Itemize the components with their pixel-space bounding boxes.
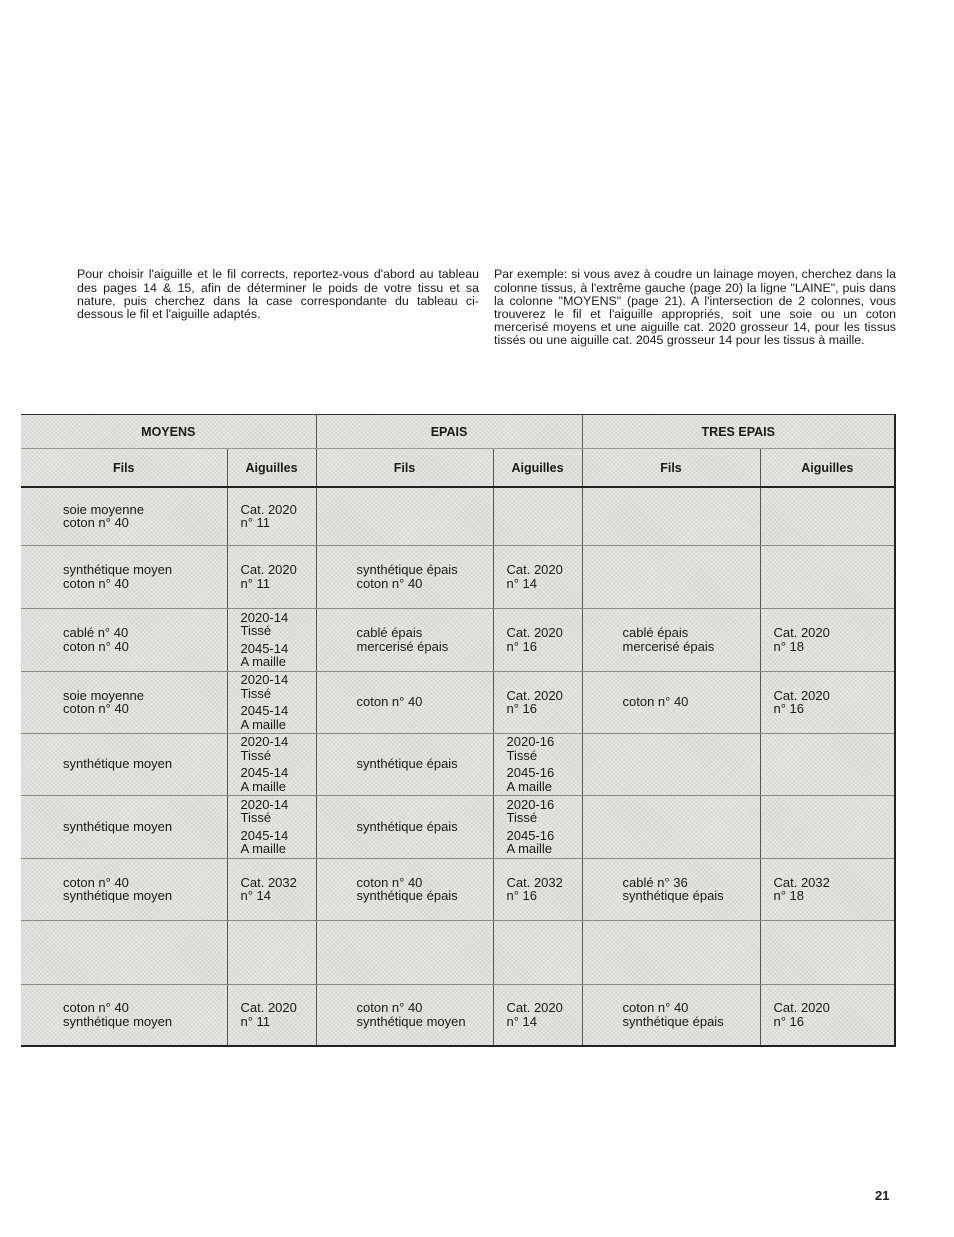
cell-fils <box>582 545 760 608</box>
cell-text: Tissé <box>240 623 272 638</box>
cell-fils <box>21 608 227 671</box>
cell-aiguilles <box>493 545 582 608</box>
cell-fils <box>582 671 760 733</box>
group-header-moyens: MOYENS <box>21 415 316 449</box>
cell-text: coton n° 40 <box>356 575 423 591</box>
cell-aiguilles <box>760 858 895 920</box>
cell-text: 2020-16 <box>506 796 555 812</box>
cell-text: synthétique moyen <box>356 1013 466 1029</box>
cell-text: 2045-14 <box>240 765 289 780</box>
cell-text: n° 16 <box>773 1013 805 1029</box>
cell-fils <box>21 545 227 608</box>
cell-text: synthétique épais <box>356 756 458 772</box>
cell-text: synthétique moyen <box>63 1013 173 1029</box>
cell-text: Tissé <box>240 810 272 825</box>
cell-text: 2020-14 <box>240 796 289 812</box>
cell-text: coton n° 40 <box>622 694 689 710</box>
cell-fils <box>316 608 493 671</box>
cell-text: Cat. 2020 <box>506 1000 563 1016</box>
cell-text: Cat. 2032 <box>506 874 563 890</box>
cell-text: Cat. 2020 <box>240 562 297 577</box>
cell-fils <box>316 795 493 858</box>
cell-fils <box>21 795 227 858</box>
cell-text: A maille <box>240 654 287 669</box>
cell-aiguilles <box>227 545 316 608</box>
column-header-aiguilles: Aiguilles <box>760 449 895 488</box>
cell-aiguilles <box>227 920 316 984</box>
cell-text: coton n° 40 <box>622 1000 689 1016</box>
cell-text: coton n° 40 <box>63 515 129 531</box>
cell-text: n° 16 <box>506 701 538 716</box>
table-row <box>21 487 895 545</box>
cell-text: Cat. 2032 <box>240 874 297 890</box>
cell-text: 2045-16 <box>506 765 555 780</box>
cell-aiguilles <box>760 920 895 984</box>
cell-fils <box>316 671 493 733</box>
cell-aiguilles <box>760 671 895 733</box>
cell-text: Tissé <box>506 810 538 825</box>
cell-text: Tissé <box>506 747 538 763</box>
cell-text: synthétique moyen <box>63 818 173 834</box>
cell-fils <box>316 487 493 545</box>
cell-aiguilles <box>760 795 895 858</box>
cell-aiguilles <box>227 733 316 795</box>
cell-aiguilles <box>493 858 582 920</box>
cell-aiguilles <box>493 487 582 545</box>
table-row <box>21 608 895 671</box>
cell-fils <box>582 858 760 920</box>
cell-text: synthétique épais <box>622 888 724 903</box>
cell-aiguilles <box>493 920 582 984</box>
cell-text: Cat. 2020 <box>506 687 563 703</box>
cell-text: Cat. 2020 <box>240 501 297 517</box>
cell-text: n° 18 <box>773 638 805 654</box>
cell-text: n° 18 <box>773 888 805 903</box>
column-header-row <box>21 449 895 488</box>
intro-paragraph-right: Par exemple: si vous avez à coudre un lainage moyen, cherchez dans la colonne tissus, à l'extrême gauche (page 20) la ligne "LAINE", puis dans la colonne "MOYENS" (page 21). A l'intersection de 2 colonnes, vous trouverez le fil et l'aiguille appropriés, soit une soie ou un coton mercerisé moyens et une aiguille cat. 2020 grosseur 14, pour les tissus tissés ou une aiguille cat. 2045 grosseur 14 pour les tissus à maille. <box>494 267 896 348</box>
cell-aiguilles <box>493 984 582 1046</box>
cell-text: A maille <box>240 716 287 732</box>
page-number: 21 <box>875 1188 890 1203</box>
cell-aiguilles <box>227 984 316 1046</box>
cell-fils <box>21 858 227 920</box>
cell-fils <box>582 733 760 795</box>
cell-text: Cat. 2020 <box>773 625 830 640</box>
cell-text: synthétique moyen <box>63 888 173 903</box>
cell-text: Tissé <box>240 747 272 763</box>
cell-text: coton n° 40 <box>356 1000 423 1016</box>
cell-text: synthétique épais <box>622 1013 724 1029</box>
cell-text: soie moyenne <box>63 687 144 703</box>
cell-text: n° 11 <box>240 515 271 531</box>
thread-needle-table <box>21 414 896 1047</box>
cell-aiguilles <box>760 608 895 671</box>
cell-aiguilles <box>227 608 316 671</box>
cell-fils <box>582 984 760 1046</box>
table-row <box>21 545 895 608</box>
cell-text: coton n° 40 <box>63 701 129 716</box>
cell-text: Cat. 2020 <box>240 1000 297 1016</box>
cell-fils <box>21 733 227 795</box>
column-header-fils: Fils <box>21 449 227 488</box>
cell-text: Cat. 2020 <box>773 687 830 703</box>
cell-text: A maille <box>506 841 553 856</box>
cell-text: Cat. 2020 <box>506 625 563 640</box>
cell-aiguilles <box>760 984 895 1046</box>
cell-text: A maille <box>240 778 287 794</box>
cell-fils <box>316 984 493 1046</box>
intro-paragraph-left: Pour choisir l'aiguille et le fil corrects, reportez-vous d'abord au tableau des pages 14 & 15, afin de déterminer le poids de votre tissu et sa nature, puis cherchez dans la case correspondante du tableau ci-dessous le fil et l'aiguille adaptés. <box>77 267 479 321</box>
cell-text: coton n° 40 <box>63 1000 129 1016</box>
cell-text: cablé épais <box>356 625 423 640</box>
cell-text: synthétique épais <box>356 818 458 834</box>
cell-fils <box>582 487 760 545</box>
cell-fils <box>316 858 493 920</box>
column-header-aiguilles: Aiguilles <box>227 449 316 488</box>
cell-text: coton n° 40 <box>63 575 129 591</box>
cell-text: A maille <box>240 841 287 856</box>
cell-text: cablé n° 36 <box>622 874 688 890</box>
cell-text: synthétique moyen <box>63 756 173 772</box>
cell-text: synthétique épais <box>356 888 458 903</box>
cell-text: n° 16 <box>506 888 538 903</box>
cell-text: 2045-14 <box>240 827 289 843</box>
column-header-aiguilles: Aiguilles <box>493 449 582 488</box>
cell-text: 2020-14 <box>240 734 289 749</box>
cell-text: coton n° 40 <box>63 638 129 654</box>
cell-text: Cat. 2020 <box>773 1000 830 1016</box>
cell-fils <box>316 545 493 608</box>
table-row <box>21 984 895 1046</box>
cell-aiguilles <box>493 608 582 671</box>
cell-text: 2020-14 <box>240 609 289 625</box>
cell-text: n° 14 <box>240 888 272 903</box>
cell-aiguilles <box>227 671 316 733</box>
cell-aiguilles <box>760 545 895 608</box>
table-row <box>21 858 895 920</box>
cell-text: 2045-14 <box>240 703 289 718</box>
cell-text: coton n° 40 <box>63 874 129 890</box>
group-header-epais: EPAIS <box>316 415 582 449</box>
cell-text: Cat. 2020 <box>506 562 563 577</box>
cell-fils <box>582 795 760 858</box>
cell-text: n° 16 <box>773 701 805 716</box>
table-row <box>21 795 895 858</box>
cell-text: coton n° 40 <box>356 874 423 890</box>
cell-text: coton n° 40 <box>356 694 423 710</box>
cell-fils <box>316 733 493 795</box>
cell-text: n° 14 <box>506 575 538 591</box>
cell-aiguilles <box>760 733 895 795</box>
cell-text: n° 16 <box>506 638 538 654</box>
cell-text: synthétique moyen <box>63 562 173 577</box>
cell-aiguilles <box>227 858 316 920</box>
cell-fils <box>21 671 227 733</box>
cell-text: Tissé <box>240 685 272 701</box>
group-header-row <box>21 415 895 449</box>
cell-text: 2020-14 <box>240 672 289 687</box>
cell-aiguilles <box>493 733 582 795</box>
cell-aiguilles <box>493 671 582 733</box>
cell-aiguilles <box>760 487 895 545</box>
cell-aiguilles <box>227 795 316 858</box>
cell-text: 2045-14 <box>240 640 289 656</box>
column-header-fils: Fils <box>582 449 760 488</box>
cell-text: cablé épais <box>622 625 689 640</box>
cell-text: n° 11 <box>240 575 271 591</box>
cell-text: cablé n° 40 <box>63 625 129 640</box>
cell-text: synthétique épais <box>356 562 458 577</box>
cell-fils <box>582 608 760 671</box>
cell-fils <box>21 920 227 984</box>
cell-text: n° 14 <box>506 1013 538 1029</box>
column-header-fils: Fils <box>316 449 493 488</box>
cell-text: Cat. 2032 <box>773 874 830 890</box>
cell-text: mercerisé épais <box>356 638 449 654</box>
group-header-tres-epais: TRES EPAIS <box>582 415 895 449</box>
cell-text: n° 11 <box>240 1013 271 1029</box>
table-row <box>21 671 895 733</box>
cell-fils <box>21 487 227 545</box>
table-row <box>21 733 895 795</box>
cell-fils <box>21 984 227 1046</box>
cell-text: A maille <box>506 778 553 794</box>
cell-text: mercerisé épais <box>622 638 715 654</box>
cell-aiguilles <box>227 487 316 545</box>
cell-fils <box>316 920 493 984</box>
cell-aiguilles <box>493 795 582 858</box>
table-row <box>21 920 895 984</box>
cell-text: 2045-16 <box>506 827 555 843</box>
cell-text: 2020-16 <box>506 734 555 749</box>
cell-text: soie moyenne <box>63 501 144 517</box>
cell-fils <box>582 920 760 984</box>
